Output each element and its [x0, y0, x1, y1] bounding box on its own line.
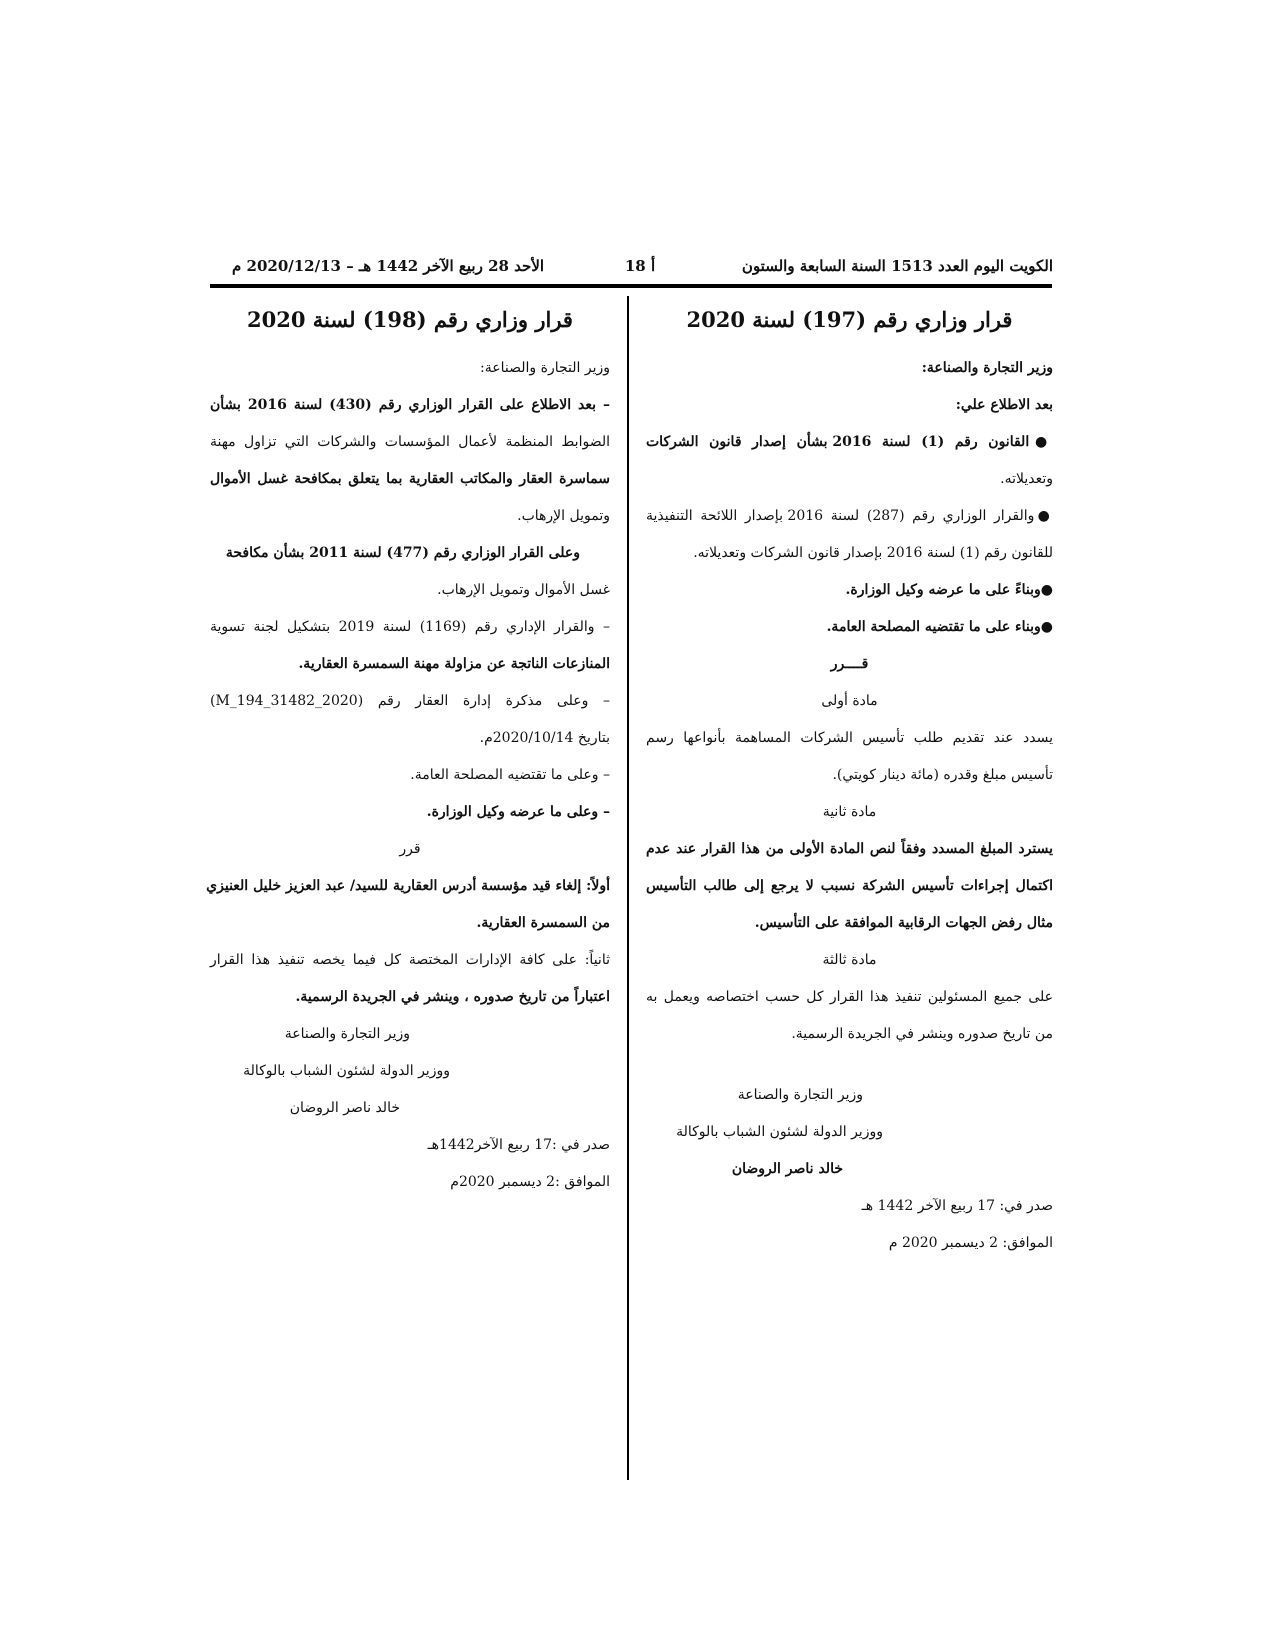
preamble-line: المنازعات الناتجة عن مزاولة مهنة السمسرة العقارية.: [298, 656, 610, 672]
minister-heading: وزير التجارة والصناعة:: [921, 360, 1053, 376]
signature-name: خالد ناصر الروضان: [731, 1161, 843, 1177]
issue-date: صدر في: 17 ربيع الآخر 1442 هـ: [861, 1198, 1053, 1214]
article-text-line: من تاريخ صدوره وينشر في الجريدة الرسمية.: [791, 1026, 1053, 1042]
preamble-line: وتمويل الإرهاب.: [517, 508, 610, 524]
column-divider: [627, 296, 629, 1480]
clause-line: من السمسرة العقارية.: [476, 915, 610, 931]
preamble-line: ●والقرار الوزاري رقم (287) لسنة 2016 بإصدار اللائحة التنفيذية: [646, 508, 1053, 524]
header-issue-info: الكويت اليوم العدد 1513 السنة السابعة والستون: [741, 257, 1053, 275]
issue-date: صدر في :17 ربيع الآخر1442هـ: [427, 1137, 610, 1153]
preamble-line: وتعديلاته.: [1000, 471, 1053, 487]
preamble-line: ●وبناءً على ما عرضه وكيل الوزارة.: [845, 582, 1053, 598]
decision-197-column: [646, 300, 1053, 1262]
preamble-line: – وعلى مذكرة إدارة العقار رقم (M_194_31482_2020): [210, 693, 610, 709]
preamble-line: ●وبناء على ما تقتضيه المصلحة العامة.: [826, 619, 1053, 635]
decided-heading: قــــرر: [830, 656, 869, 672]
signature-title: وزير التجارة والصناعة: [737, 1087, 863, 1103]
decision-198-column: [206, 300, 611, 1201]
minister-heading: وزير التجارة والصناعة:: [480, 360, 610, 376]
article-heading: مادة ثانية: [822, 804, 877, 820]
gregorian-date: الموافق :2 ديسمبر 2020م: [450, 1174, 610, 1190]
preamble-line: للقانون رقم (1) لسنة 2016 بإصدار قانون الشركات وتعديلاته.: [693, 545, 1053, 561]
header-page-number: أ 18: [624, 257, 656, 275]
decided-heading: قرر: [399, 841, 421, 857]
header-rule: [210, 284, 1052, 288]
preamble-line: – وعلى ما تقتضيه المصلحة العامة.: [410, 767, 610, 783]
article-text-line: يسترد المبلغ المسدد وفقاً لنص المادة الأولى من هذا القرار عند عدم: [646, 841, 1053, 857]
preamble-line: – بعد الاطلاع على القرار الوزاري رقم (430) لسنة 2016 بشأن: [210, 397, 611, 413]
decision-197-title: قرار وزاري رقم (197) لسنة 2020: [686, 307, 1013, 332]
signature-title: ووزير الدولة لشئون الشباب بالوكالة: [243, 1063, 450, 1079]
article-text-line: تأسيس مبلغ وقدره (مائة دينار كويتي).: [832, 767, 1053, 783]
preamble-line: سماسرة العقار والمكاتب العقارية بما يتعلق بمكافحة غسل الأموال: [210, 471, 610, 487]
preamble-line: الضوابط المنظمة لأعمال المؤسسات والشركات التي تزاول مهنة: [210, 434, 610, 450]
header-date: الأحد 28 ربيع الآخر 1442 هـ – 2020/12/13 م: [232, 257, 545, 275]
article-text-line: يسدد عند تقديم طلب تأسيس الشركات المساهمة بأنواعها رسم: [646, 730, 1053, 746]
preamble-line: غسل الأموال وتمويل الإرهاب.: [437, 582, 610, 598]
article-heading: مادة أولى: [821, 693, 878, 709]
preamble-line: – وعلى ما عرضه وكيل الوزارة.: [426, 804, 610, 820]
clause-line: ثانياً: على كافة الإدارات المختصة كل فيما يخصه تنفيذ هذا القرار: [210, 952, 610, 968]
decision-198-title: قرار وزاري رقم (198) لسنة 2020: [247, 307, 573, 332]
preamble-line: – والقرار الإداري رقم (1169) لسنة 2019 بتشكيل لجنة تسوية: [210, 619, 611, 635]
preamble-line: وعلى القرار الوزاري رقم (477) لسنة 2011 بشأن مكافحة: [225, 545, 580, 561]
clause-line: اعتباراً من تاريخ صدوره ، وينشر في الجريدة الرسمية.: [295, 989, 610, 1005]
preamble-line: ●القانون رقم (1) لسنة 2016 بشأن إصدار قانون الشركات: [646, 434, 1053, 450]
review-heading: بعد الاطلاع علي:: [955, 397, 1053, 413]
signature-title: وزير التجارة والصناعة: [284, 1026, 410, 1042]
article-heading: مادة ثالثة: [822, 952, 877, 968]
gregorian-date: الموافق: 2 ديسمبر 2020 م: [888, 1235, 1053, 1251]
article-text-line: مثال رفض الجهات الرقابية الموافقة على التأسيس.: [754, 915, 1053, 931]
signature-name: خالد ناصر الروضان: [289, 1100, 400, 1116]
article-text-line: اكتمال إجراءات تأسيس الشركة نسبب لا يرجع إلى طالب التأسيس: [646, 878, 1053, 894]
preamble-line: بتاريخ 2020/10/14م.: [479, 730, 610, 746]
article-text-line: على جميع المسئولين تنفيذ هذا القرار كل حسب اختصاصه ويعمل به: [646, 989, 1053, 1005]
signature-title: ووزير الدولة لشئون الشباب بالوكالة: [676, 1124, 883, 1140]
clause-line: أولاً: إلغاء قيد مؤسسة أدرس العقارية للسيد/ عبد العزيز خليل العنيزي: [206, 878, 610, 894]
